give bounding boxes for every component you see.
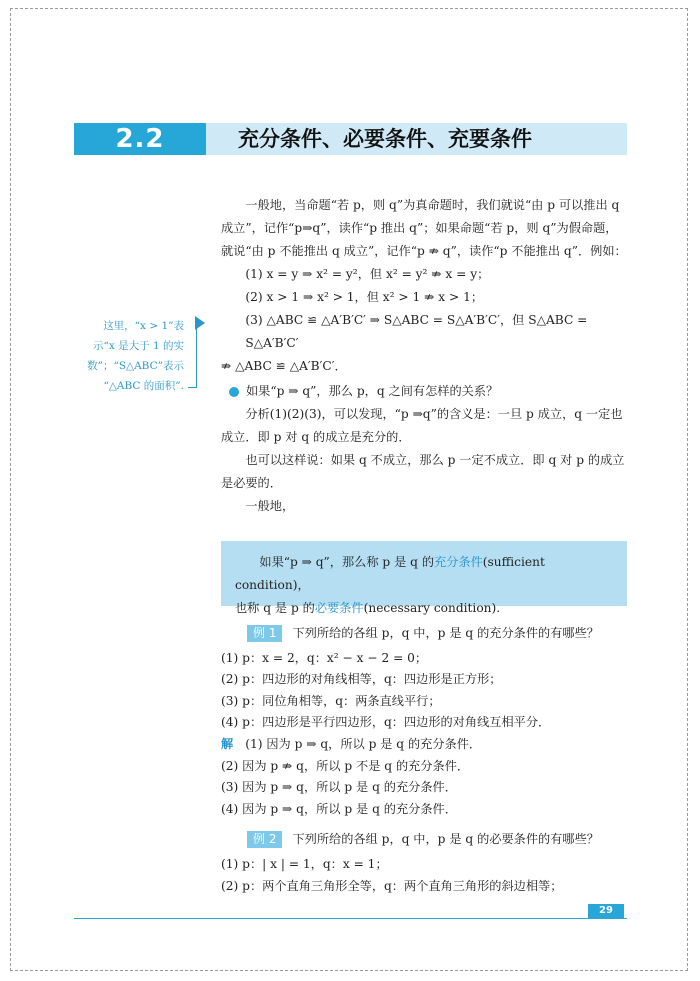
analysis-paragraph: 分析(1)(2)(3)，可以发现，“p ⇒q”的含义是：一旦 p 成立，q 一定也成立．即 p 对 q 的成立是充分的． <box>221 407 623 444</box>
example2-question: 下列所给的各组 p，q 中，p 是 q 的必要条件的有哪些？ <box>292 832 599 847</box>
example1-item: (4) p：四边形是平行四边形，q：四边形的对角线互相平分． <box>221 715 551 730</box>
section-title: 充分条件、必要条件、充要条件 <box>238 127 532 151</box>
main-text <box>221 194 627 518</box>
example1-solution: (2) 因为 p ⇏ q，所以 p 不是 q 的充分条件． <box>221 758 470 773</box>
example2-item: (1) p：| x | = 1，q：x = 1； <box>221 856 388 871</box>
example1-solution: 解 (1) 因为 p ⇒ q，所以 p 是 q 的充分条件． <box>221 736 482 751</box>
margin-note <box>64 316 184 396</box>
example1-item: (3) p：同位角相等，q：两条直线平行； <box>221 693 441 708</box>
example2-item: (2) p：两个直角三角形全等，q：两个直角三角形的斜边相等； <box>221 878 563 893</box>
example2-tag: 例 2 <box>247 831 282 848</box>
example2-heading <box>247 829 627 851</box>
margin-note-line: “△ABC 的面积”. <box>103 380 184 392</box>
analysis-paragraph: 一般地， <box>245 499 295 513</box>
question <box>221 380 627 403</box>
example1-question: 下列所给的各组 p，q 中，p 是 q 的充分条件的有哪些？ <box>292 626 599 640</box>
definition-box <box>221 541 627 615</box>
keyword-necessary: 必要条件 <box>314 601 364 615</box>
margin-note-bracket <box>188 323 197 388</box>
definition-line-1: 如果“p ⇒ q”，那么称 p 是 q 的充分条件(sufficient condition)， <box>235 555 545 592</box>
margin-note-line: 示“x 是大于 1 的实 <box>93 340 184 352</box>
example-line: (1) x = y ⇒ x² = y²，但 x² = y² ⇏ x = y； <box>245 267 490 281</box>
page-number: 29 <box>588 904 624 918</box>
question-text: 如果“p ⇒ q”，那么 p，q 之间有怎样的关系？ <box>246 384 499 398</box>
example1-heading <box>247 623 627 645</box>
margin-note-arrow-icon <box>195 316 205 330</box>
example1-tag: 例 1 <box>247 625 282 642</box>
keyword-sufficient: 充分条件 <box>434 555 483 569</box>
example-line: (2) x > 1 ⇒ x² > 1，但 x² > 1 ⇏ x > 1； <box>245 290 484 304</box>
example1-solution: (4) 因为 p ⇒ q，所以 p 是 q 的充分条件． <box>221 801 457 816</box>
definition-line-2: 也称 q 是 p 的必要条件(necessary condition). <box>235 601 501 615</box>
solution-label: 解 <box>221 736 234 751</box>
footer-rule <box>74 918 627 919</box>
example-line: ⇏ △ABC ≌ △A′B′C′． <box>221 359 347 373</box>
example1-item: (2) p：四边形的对角线相等，q：四边形是正方形； <box>221 672 502 687</box>
section-number: 2.2 <box>74 123 206 155</box>
example1-item: (1) p：x = 2，q：x² − x − 2 = 0； <box>221 650 428 665</box>
margin-note-line: 这里，“x > 1”表 <box>103 320 184 332</box>
example-line: (3) △ABC ≌ △A′B′C′ ⇒ S△ABC = S△A′B′C′，但 S△ABC = S△A′B′C′ <box>245 313 588 350</box>
intro-paragraph: 一般地，当命题“若 p，则 q”为真命题时，我们就说“由 p 可以推出 q 成立”，记作“p⇒q”，读作“p 推出 q”；如果命题“若 p，则 q”为假命题，就说“由 p 不能推出 q 成立”，记作“p ⇏ q”，读作“p 不能推出 q”．例如： <box>221 198 627 258</box>
analysis-paragraph: 也可以这样说：如果 q 不成立，那么 p 一定不成立．即 q 对 p 的成立是必要的． <box>221 453 625 490</box>
margin-note-line: 数”；“S△ABC”表示 <box>87 360 184 372</box>
bullet-dot-icon <box>229 387 239 397</box>
examples-section <box>221 620 627 897</box>
example1-solution: (3) 因为 p ⇒ q，所以 p 是 q 的充分条件． <box>221 780 457 795</box>
